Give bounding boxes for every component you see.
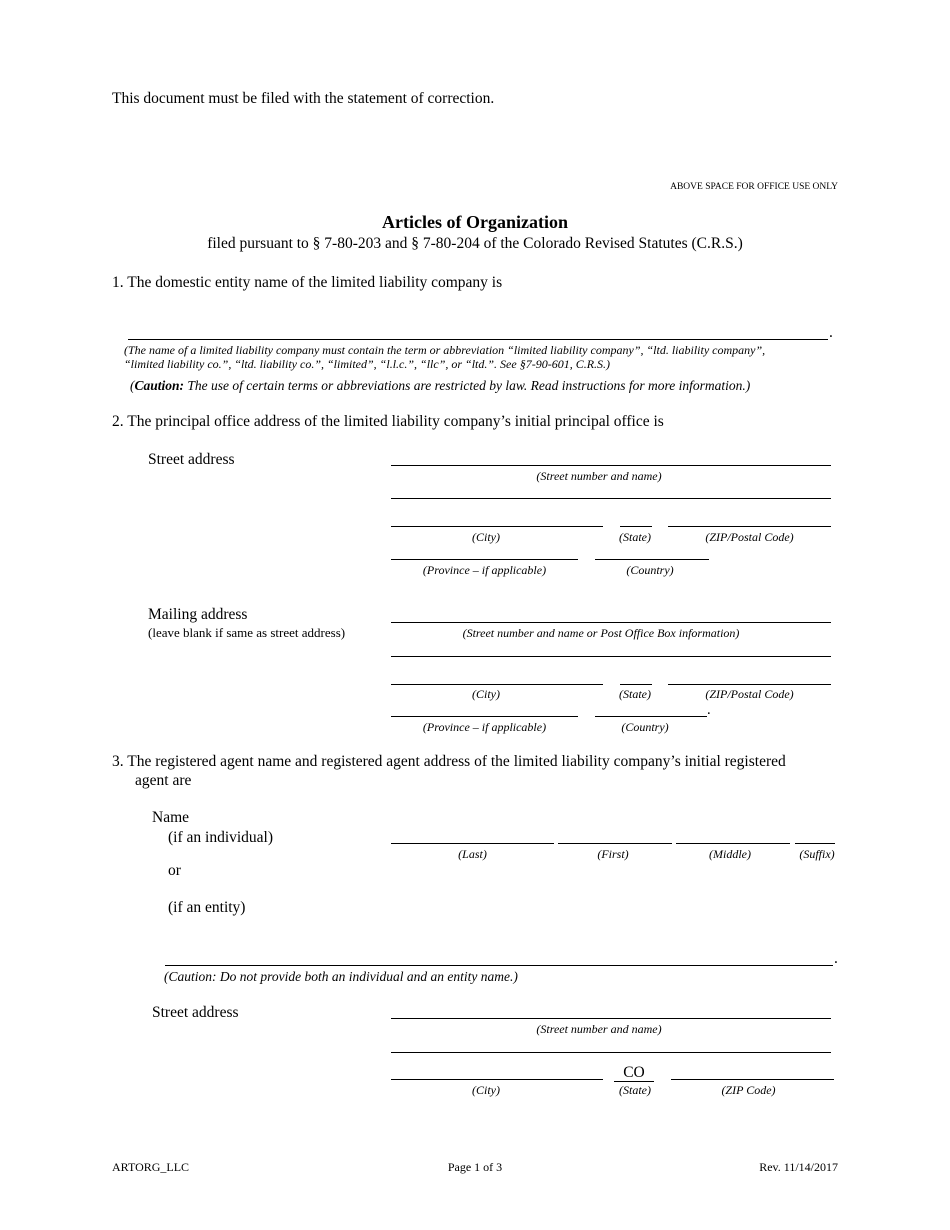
agent-or-label: or: [168, 862, 181, 879]
principal-state-field[interactable]: [620, 526, 652, 527]
section-1-caution: (Caution: The use of certain terms or abbreviations are restricted by law. Read instructions for more information.): [130, 378, 751, 393]
principal-zip-caption: (ZIP/Postal Code): [705, 530, 794, 544]
agent-street-label: Street address: [152, 1004, 239, 1021]
form-title: Articles of Organization: [382, 212, 568, 232]
principal-street-line-1[interactable]: [391, 465, 831, 466]
mailing-street-caption: (Street number and name or Post Office Box information): [462, 626, 740, 640]
agent-city-field[interactable]: [391, 1079, 603, 1080]
agent-street-caption: (Street number and name): [536, 1022, 662, 1036]
agent-middle-caption: (Middle): [709, 847, 751, 861]
agent-entity-label: (if an entity): [168, 899, 246, 916]
revision-date: Rev. 11/14/2017: [759, 1160, 838, 1174]
mailing-country-field[interactable]: [595, 716, 707, 717]
agent-suffix-field[interactable]: [795, 843, 835, 844]
agent-individual-label: (if an individual): [168, 829, 274, 846]
entity-name-field[interactable]: [128, 339, 828, 340]
mailing-city-field[interactable]: [391, 684, 603, 685]
mailing-address-label: Mailing address: [148, 606, 248, 623]
principal-city-field[interactable]: [391, 526, 603, 527]
mailing-province-caption: (Province – if applicable): [422, 720, 547, 734]
form-subtitle: filed pursuant to § 7-80-203 and § 7-80-204 of the Colorado Revised Statutes (C.R.S.): [207, 235, 743, 252]
agent-last-caption: (Last): [458, 847, 487, 861]
agent-suffix-caption: (Suffix): [799, 847, 835, 861]
entity-name-period: .: [829, 324, 833, 341]
mailing-state-field[interactable]: [620, 684, 652, 685]
agent-state-value: CO: [623, 1064, 645, 1081]
section-1-label: 1. The domestic entity name of the limited liability company is: [112, 274, 503, 291]
agent-street-line-1[interactable]: [391, 1018, 831, 1019]
principal-street-caption: (Street number and name): [536, 469, 662, 483]
principal-zip-field[interactable]: [668, 526, 831, 527]
agent-last-name-field[interactable]: [391, 843, 554, 844]
agent-first-name-field[interactable]: [558, 843, 672, 844]
page-number: Page 1 of 3: [447, 1160, 503, 1174]
principal-street-label: Street address: [148, 451, 235, 468]
principal-street-line-2[interactable]: [391, 498, 831, 499]
section-2-label: 2. The principal office address of the limited liability company’s initial principal office is: [112, 413, 664, 430]
section-3-label-2: agent are: [135, 772, 192, 789]
mailing-zip-caption: (ZIP/Postal Code): [705, 687, 794, 701]
name-requirement-note-2: “limited liability co.”, “ltd. liability co.”, “limited”, “l.l.c.”, “llc”, or “ltd.”. See §7-90-601, C.R.S.): [124, 357, 611, 371]
agent-city-caption: (City): [472, 1083, 500, 1097]
principal-country-caption: (Country): [626, 563, 674, 577]
mailing-address-sublabel: (leave blank if same as street address): [148, 625, 346, 640]
agent-zip-field[interactable]: [671, 1079, 834, 1080]
mailing-state-caption: (State): [619, 687, 651, 701]
principal-country-field[interactable]: [595, 559, 709, 560]
mailing-province-field[interactable]: [391, 716, 578, 717]
form-id: ARTORG_LLC: [112, 1160, 190, 1174]
principal-province-caption: (Province – if applicable): [422, 563, 547, 577]
office-use-label: ABOVE SPACE FOR OFFICE USE ONLY: [670, 182, 838, 192]
agent-zip-caption: (ZIP Code): [721, 1083, 776, 1097]
principal-province-field[interactable]: [391, 559, 578, 560]
agent-entity-period: .: [834, 950, 838, 967]
agent-middle-name-field[interactable]: [676, 843, 790, 844]
name-requirement-note-1: (The name of a limited liability company must contain the term or abbreviation “limited liability company”, “ltd. liability company”,: [124, 343, 766, 357]
mailing-street-line-1[interactable]: [391, 622, 831, 623]
mailing-street-line-2[interactable]: [391, 656, 831, 657]
section-3-label-1: 3. The registered agent name and registered agent address of the limited liability company’s initial registered: [112, 753, 786, 770]
principal-state-caption: (State): [619, 530, 651, 544]
agent-name-label: Name: [152, 809, 190, 826]
section-3-caution: (Caution: Do not provide both an individual and an entity name.): [164, 969, 518, 984]
agent-first-caption: (First): [597, 847, 629, 861]
mailing-country-caption: (Country): [621, 720, 669, 734]
agent-state-caption: (State): [619, 1083, 651, 1097]
mailing-country-period: .: [707, 702, 711, 718]
agent-state-field[interactable]: [614, 1081, 654, 1082]
filing-notice: This document must be filed with the statement of correction.: [112, 90, 495, 107]
principal-city-caption: (City): [472, 530, 500, 544]
mailing-zip-field[interactable]: [668, 684, 831, 685]
agent-street-line-2[interactable]: [391, 1052, 831, 1053]
mailing-city-caption: (City): [472, 687, 500, 701]
agent-entity-name-field[interactable]: [165, 965, 833, 966]
